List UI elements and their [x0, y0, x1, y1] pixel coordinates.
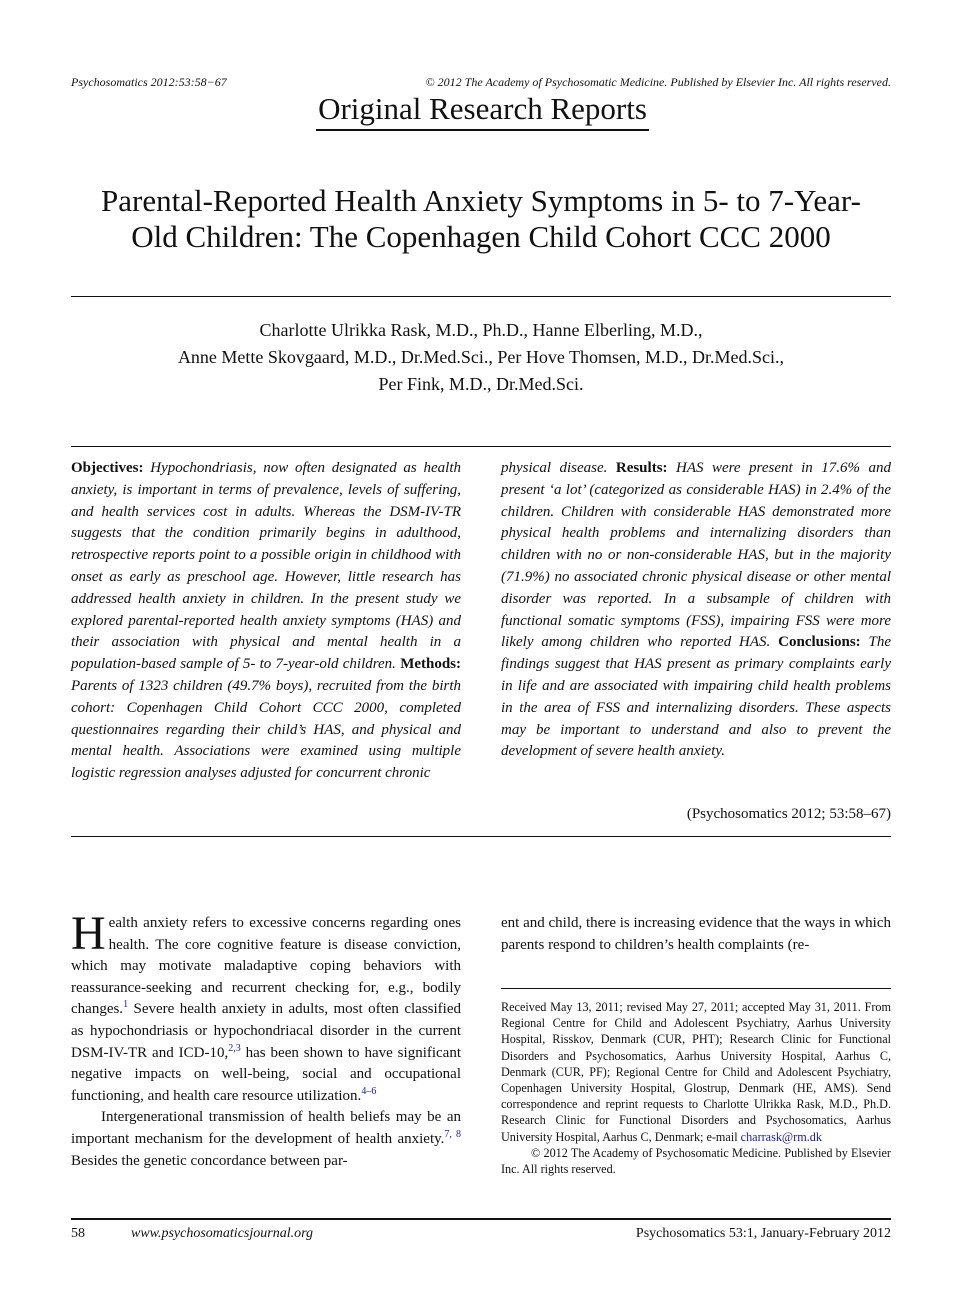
paper-title: [71, 183, 891, 255]
paragraph-2: [71, 1107, 461, 1172]
body-right-column: [501, 913, 891, 956]
journal-url-link[interactable]: www.psychosomaticsjournal.org: [131, 1226, 314, 1241]
header-copyright: © 2012 The Academy of Psychosomatic Medicine. Published by Elsevier Inc. All rights reserved.: [425, 75, 891, 89]
conclusions-label: Conclusions:: [778, 634, 861, 651]
paragraph-2-part-b: Besides the genetic concordance between par-: [71, 1152, 348, 1169]
author-list: [71, 317, 891, 398]
page-number: 58: [71, 1226, 85, 1241]
reference-link-4-6[interactable]: 4–6: [361, 1085, 377, 1097]
results-text: HAS were present in 17.6% and present ‘a lot’ (categorized as considerable HAS) in 2.4% of the children. Children with considerable HAS demonstrated more physical health problems and internalizing disorders than children with no or non-considerable HAS, but in the majority (71.9%) no associated chronic physical disease or other mental disorder was reported. In a subsample of children with functional somatic symptoms (FSS), impairing FSS were more likely among children who reported HAS.: [501, 460, 891, 651]
right-column-text: ent and child, there is increasing evidence that the ways in which parents respond to children’s health complaints (re-: [501, 915, 891, 953]
title-divider: [71, 296, 891, 297]
article-footnote: [501, 999, 891, 1177]
abstract: [71, 458, 891, 828]
abstract-right-column: [501, 458, 891, 763]
footer-divider: [71, 1218, 891, 1220]
objectives-text: Hypochondriasis, now often designated as health anxiety, is important in terms of prevalence, levels of suffering, and health services cost in adults. Whereas the DSM-IV-TR suggests that the condition primarily begins in adulthood, retrospective reports point to a possible origin in childhood with onset as early as preschool age. However, little research has addressed health anxiety in children. In the present study we explored parental-reported health anxiety symptoms (HAS) and their association with physical and mental health in a population-based sample of 5- to 7-year-old children.: [71, 460, 462, 673]
paper-title-line-2: Old Children: The Copenhagen Child Cohort CCC 2000: [131, 219, 831, 254]
objectives-label: Objectives:: [71, 460, 144, 476]
methods-text-continued: physical disease.: [501, 460, 608, 476]
abstract-top-divider: [71, 446, 891, 447]
methods-label: Methods:: [400, 656, 462, 673]
correspondence-email-link[interactable]: charrask@rm.dk: [740, 1129, 822, 1144]
footnote-divider: [501, 988, 891, 989]
abstract-citation: (Psychosomatics 2012; 53:58–67): [686, 806, 891, 822]
paper-title-line-1: Parental-Reported Health Anxiety Symptoms in 5- to 7-Year-: [101, 183, 861, 218]
abstract-left-column: [71, 458, 461, 785]
reference-link-1[interactable]: 1: [123, 999, 129, 1011]
journal-reference: Psychosomatics 2012:53:58−67: [71, 75, 227, 89]
footnote-copyright: © 2012 The Academy of Psychosomatic Medicine. Published by Elsevier Inc. All rights reserved.: [501, 1145, 891, 1177]
body-left-column: [71, 907, 462, 1172]
abstract-bottom-divider: [71, 836, 891, 837]
author-line-1: Charlotte Ulrikka Rask, M.D., Ph.D., Hanne Elberling, M.D.,: [259, 320, 703, 340]
paragraph-1-part-a: ealth anxiety refers to excessive concerns regarding ones health. The core cognitive feature is disease conviction, which may motivate maladaptive coping behaviors with reassurance-seeking and recurrent checking for, e.g., bodily changes.: [71, 915, 461, 1018]
results-label: Results:: [615, 460, 668, 476]
reference-link-2-3[interactable]: 2,3: [228, 1042, 241, 1054]
author-line-3: Per Fink, M.D., Dr.Med.Sci.: [378, 374, 584, 394]
issue-info: Psychosomatics 53:1, January-February 2012: [635, 1226, 891, 1241]
paragraph-1-part-c: has been shown to have significant negative impacts on well-being, social and occupational functioning, and health care resource utilization.: [71, 1044, 462, 1104]
author-line-2: Anne Mette Skovgaard, M.D., Dr.Med.Sci., Per Hove Thomsen, M.D., Dr.Med.Sci.,: [177, 347, 785, 367]
footnote-text: Received May 13, 2011; revised May 27, 2011; accepted May 31, 2011. From Regional Centre for Child and Adolescent Psychiatry, Aarhus University Hospital, Risskov, Denmark (CUR, PHT); Research Clinic for Functional Disorders and Psychosomatics, Aarhus University Hospital, Aarhus C, Denmark (CUR, PF); Regional Centre for Child and Adolescent Psychiatry, Copenhagen University Hospital, Glostrup, Denmark (HE, AMS). Send correspondence and reprint requests to Charlotte Ulrikka Rask, M.D., Ph.D. Research Clinic for Functional Disorders and Psychosomatics, Aarhus University Hospital, Aarhus C, Denmark; e-mail: [501, 1000, 891, 1144]
drop-cap: H: [71, 907, 106, 960]
section-title-text: Original Research Reports: [316, 93, 649, 131]
paragraph-1-part-b: Severe health anxiety in adults, most often classified as hypochondriasis or hypochondriacal disorder in the current DSM-IV-TR and ICD-10,: [71, 1001, 461, 1061]
methods-text: Parents of 1323 children (49.7% boys), recruited from the birth cohort: Copenhagen Child Cohort CCC 2000, completed questionnaires regarding their child’s HAS, and physical and mental health. Associations were examined using multiple logistic regression analyses adjusted for concurrent chronic: [71, 677, 461, 782]
section-title: [0, 93, 975, 131]
conclusions-text: The findings suggest that HAS present as primary complaints early in life and are associated with impairing child health problems in the area of FSS and internalizing disorders. These aspects may be important to understand and also to prevent the development of severe health anxiety.: [501, 634, 892, 760]
paragraph-2-part-a: Intergenerational transmission of health beliefs may be an important mechanism for the development of health anxiety.: [71, 1109, 461, 1147]
reference-link-7-8[interactable]: 7, 8: [444, 1128, 461, 1140]
